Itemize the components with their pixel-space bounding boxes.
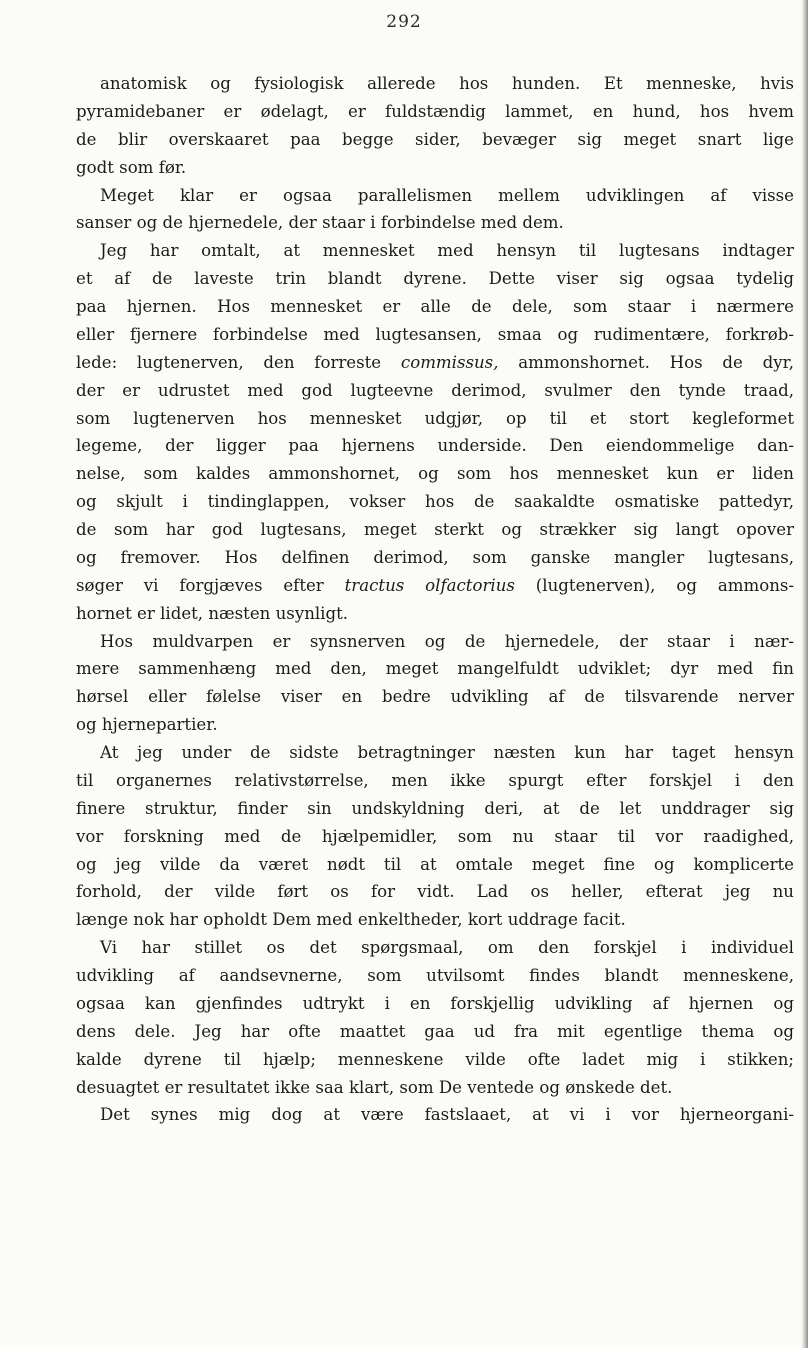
page-number: 292 [386,12,422,32]
text-line [76,349,794,377]
paragraph [76,182,794,238]
page-edge-shadow [802,0,808,1348]
text-line: sanser og de hjernedele, der staar i forbindelse med dem. [76,213,564,233]
text-line: Vi har stillet os det spørgsmaal, om den forskjel i individuel [100,938,794,958]
paragraph [76,934,794,1101]
text-line: der er udrustet med god lugteevne derimod, svulmer den tynde traad, [76,380,794,400]
text-line: som lugtenerven hos mennesket udgjør, op til et stort kegleformet [76,408,794,428]
text-line: et af de laveste trin blandt dyrene. Dette viser sig ogsaa tydelig [76,269,794,289]
text-segment: (lugtenerven), og ammons- [514,575,795,595]
text-line: At jeg under de sidste betragtninger næsten kun har taget hensyn [100,743,794,762]
text-line: og hjernepartier. [76,715,218,735]
body-text [76,70,794,1129]
text-line: desuagtet er resultatet ikke saa klart, som De ventede og ønskede det. [76,1077,673,1097]
text-line: og fremover. Hos delfinen derimod, som ganske mangler lugtesans, [76,547,794,567]
text-line: de som har god lugtesans, meget sterkt og strækker sig langt opover [76,520,794,539]
text-line: og skjult i tindinglappen, vokser hos de saakaldte osmatiske pattedyr, [76,492,794,512]
text-line: dens dele. Jeg har ofte maattet gaa ud fra mit egentlige thema og [76,1021,794,1041]
text-line: de blir overskaaret paa begge sider, bevæger sig meget snart lige [76,129,794,149]
text-line: vor forskning med de hjælpemidler, som nu staar til vor raadighed, [76,826,794,846]
text-segment: ammonshornet. Hos de dyr, [498,352,794,372]
text-line: længe nok har opholdt Dem med enkeltheder, kort uddrage facit. [76,910,626,930]
text-line: godt som før. [76,157,187,177]
paragraph [76,1101,794,1129]
text-segment: søger vi forgjæves efter [76,575,345,595]
text-line: ogsaa kan gjenfindes udtrykt i en forskjellig udvikling af hjernen og [76,993,794,1013]
text-line [76,572,794,600]
italic-term: tractus olfactorius [344,575,515,595]
text-line: anatomisk og fysiologisk allerede hos hunden. Et menneske, hvis [100,74,794,93]
text-line: forhold, der vilde ført os for vidt. Lad os heller, efterat jeg nu [76,882,794,902]
text-line: Meget klar er ogsaa parallelismen mellem udviklingen af visse [100,185,794,205]
text-segment: lede: lugtenerven, den forreste [76,352,401,372]
text-line: Jeg har omtalt, at mennesket med hensyn til lugtesans indtager [100,241,794,261]
paragraph [76,628,794,740]
paragraph [76,70,794,182]
text-line: kalde dyrene til hjælp; menneskene vilde ofte ladet mig i stikken; [76,1049,794,1069]
text-line: nelse, som kaldes ammonshornet, og som hos mennesket kun er liden [76,464,794,484]
text-line: mere sammenhæng med den, meget mangelfuldt udviklet; dyr med fin [76,659,794,679]
text-line: pyramidebaner er ødelagt, er fuldstændig lammet, en hund, hos hvem [76,101,794,121]
text-line: Det synes mig dog at være fastslaaet, at vi i vor hjerneorgani- [100,1105,794,1125]
text-line: paa hjernen. Hos mennesket er alle de dele, som staar i nærmere [76,297,794,316]
text-line: finere struktur, finder sin undskyldning deri, at de let unddrager sig [76,798,794,818]
italic-term: commissus, [400,352,499,372]
text-line: og jeg vilde da været nødt til at omtale meget fine og komplicerte [76,854,794,874]
text-line: eller fjernere forbindelse med lugtesansen, smaa og rudimentære, forkrøb- [76,324,794,344]
text-line: Hos muldvarpen er synsnerven og de hjernedele, der staar i nær- [100,631,794,651]
text-line: hornet er lidet, næsten usynligt. [76,603,349,623]
text-line: til organernes relativstørrelse, men ikke spurgt efter forskjel i den [76,770,794,790]
text-line: hørsel eller følelse viser en bedre udvikling af de tilsvarende nerver [76,687,794,707]
paragraph [76,237,794,627]
text-line: legeme, der ligger paa hjernens underside. Den eiendommelige dan- [76,436,794,456]
text-line: udvikling af aandsevnerne, som utvilsomt findes blandt menneskene, [76,966,794,985]
paragraph [76,739,794,934]
